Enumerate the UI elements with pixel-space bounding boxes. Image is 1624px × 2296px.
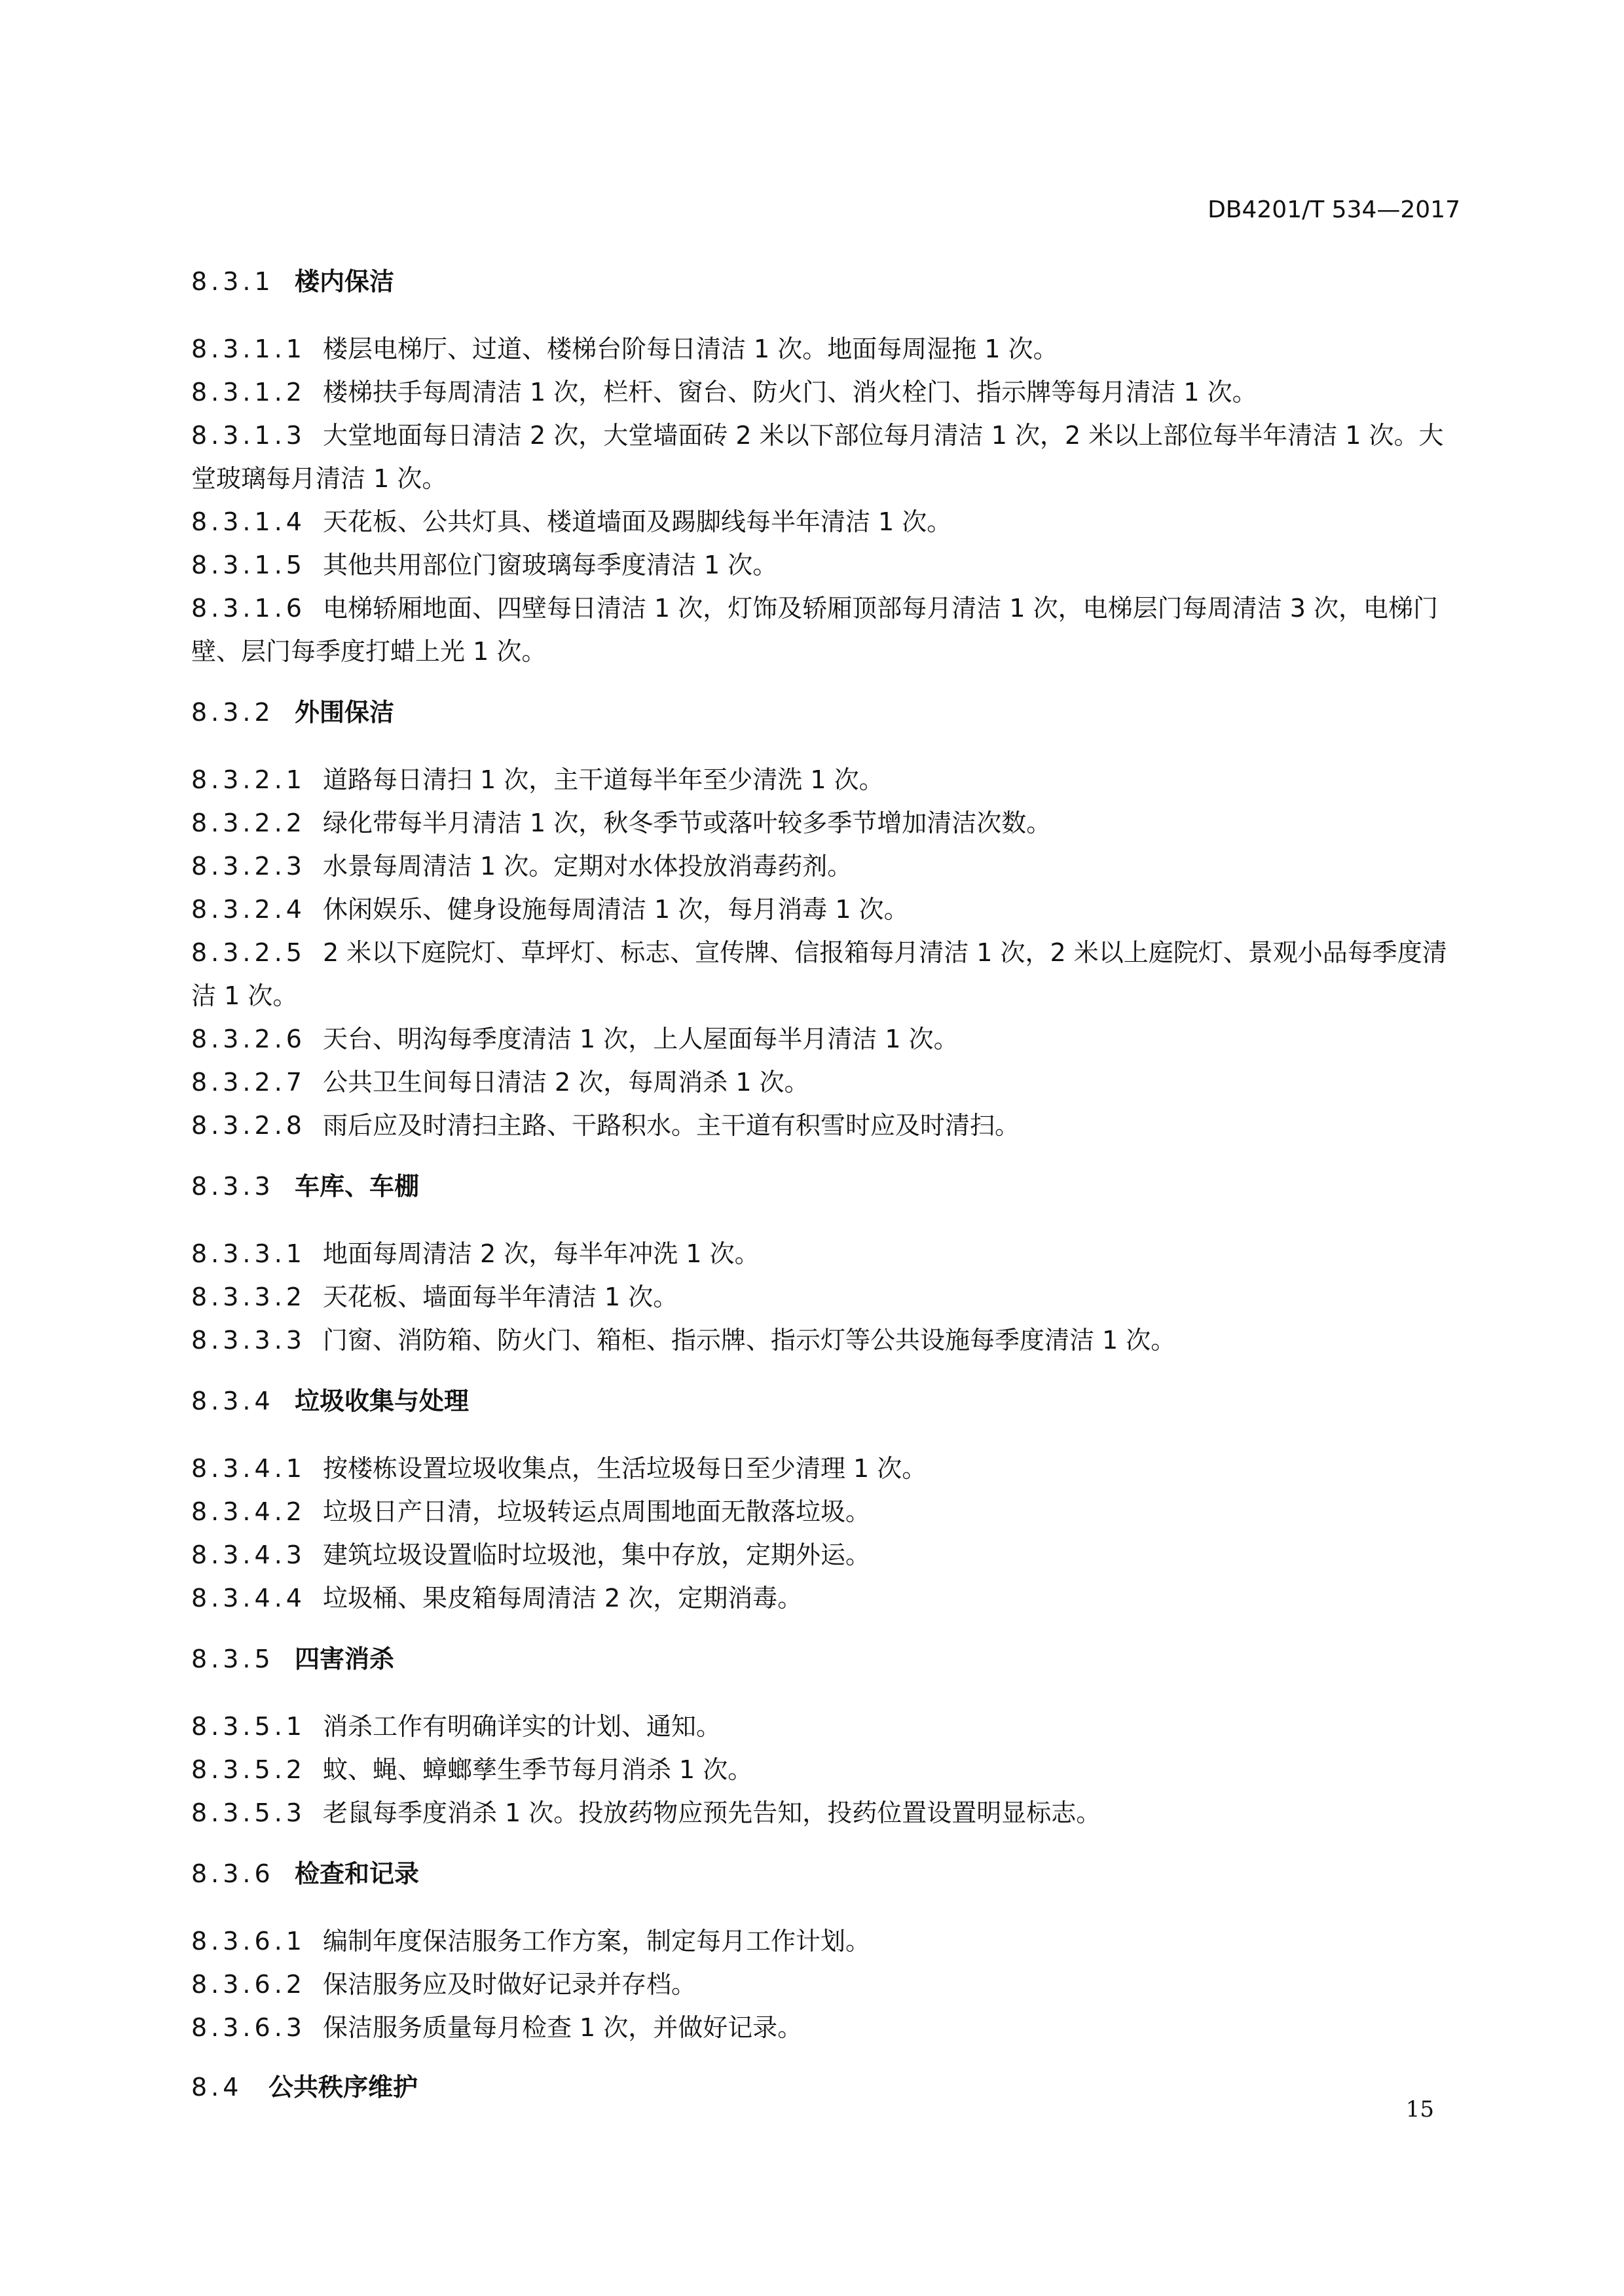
subclause-number: 8.3.4.3 [191,1540,306,1569]
subclause [191,414,1462,500]
subclause-text: 水景每周清洁 1 次。定期对水体投放消毒药剂。 [322,852,853,881]
subclause-number: 8.3.5.1 [191,1712,306,1741]
subclause [191,1017,1462,1061]
subclause [191,1920,1462,1963]
subclause-number: 8.3.2.6 [191,1025,306,1053]
document-code: DB4201/T 534—2017 [1208,196,1460,223]
clause-number: 8.3.2 [191,698,274,727]
clause-title: 车库、车棚 [295,1172,420,1201]
clause-number: 8.4 [191,2073,243,2102]
subclause-text: 保洁服务应及时做好记录并存档。 [322,1970,696,1999]
subclause-number: 8.3.6.3 [191,2013,306,2042]
clause-title: 垃圾收集与处理 [295,1387,470,1415]
subclause-number: 8.3.3.1 [191,1239,306,1268]
clause-title: 公共秩序维护 [268,2073,418,2102]
clause-heading [191,1639,1462,1679]
subclause-number: 8.3.3.2 [191,1283,306,1311]
subclause-text: 其他共用部位门窗玻璃每季度清洁 1 次。 [322,551,778,579]
document-body [191,262,1462,2133]
subclause-number: 8.3.3.3 [191,1326,306,1355]
subclause-number: 8.3.6.2 [191,1970,306,1999]
subclause [191,327,1462,371]
subclause-number: 8.3.1.1 [191,335,306,363]
clause-number: 8.3.5 [191,1645,274,1673]
subclause [191,758,1462,801]
subclause-text: 保洁服务质量每月检查 1 次，并做好记录。 [322,2013,803,2042]
subclause [191,1061,1462,1104]
subclause-text: 雨后应及时清扫主路、干路积水。主干道有积雪时应及时清扫。 [322,1111,1020,1140]
subclause-number: 8.3.1.2 [191,378,306,407]
clause-number: 8.3.3 [191,1172,274,1201]
subclause-text: 天台、明沟每季度清洁 1 次，上人屋面每半月清洁 1 次。 [322,1025,959,1053]
clause-section [191,262,1462,673]
subclause-number: 8.3.2.7 [191,1068,306,1097]
subclause-text: 电梯轿厢地面、四壁每日清洁 1 次，灯饰及轿厢顶部每月清洁 1 次，电梯层门每周清洁 3 次，电梯门壁、层门每季度打蜡上光 1 次。 [191,594,1438,666]
subclause-number: 8.3.1.3 [191,421,306,450]
subclause-text: 楼梯扶手每周清洁 1 次，栏杆、窗台、防火门、消火栓门、指示牌等每月清洁 1 次。 [322,378,1257,407]
subclause-text: 天花板、墙面每半年清洁 1 次。 [322,1283,678,1311]
subclause [191,1791,1462,1834]
clause-section [191,1167,1462,1362]
subclause [191,1490,1462,1533]
subclause [191,1319,1462,1362]
subclause-number: 8.3.4.1 [191,1454,306,1483]
clause-section [191,1381,1462,1620]
clause-section [191,1854,1462,2049]
page-number: 15 [1405,2096,1434,2123]
subclause [191,1447,1462,1490]
subclause [191,888,1462,931]
subclause [191,1576,1462,1620]
subclause-text: 休闲娱乐、健身设施每周清洁 1 次，每月消毒 1 次。 [322,895,909,924]
subclause-number: 8.3.5.2 [191,1755,306,1784]
subclause [191,1705,1462,1748]
subclause [191,845,1462,888]
subclause-text: 地面每周清洁 2 次，每半年冲洗 1 次。 [322,1239,760,1268]
subclause [191,931,1462,1017]
clause-heading [191,262,1462,301]
subclause [191,2006,1462,2049]
clause-title: 四害消杀 [295,1645,395,1673]
clause-heading [191,693,1462,732]
clause-heading [191,2068,1462,2107]
subclause-number: 8.3.2.8 [191,1111,306,1140]
subclause-text: 编制年度保洁服务工作方案，制定每月工作计划。 [322,1927,870,1956]
subclause-text: 楼层电梯厅、过道、楼梯台阶每日清洁 1 次。地面每周湿拖 1 次。 [322,335,1058,363]
subclause [191,1104,1462,1147]
clause-heading [191,1167,1462,1206]
clause-section [191,693,1462,1147]
subclause-text: 天花板、公共灯具、楼道墙面及踢脚线每半年清洁 1 次。 [322,507,952,536]
subclause [191,371,1462,414]
subclause-number: 8.3.2.1 [191,765,306,794]
subclause-text: 老鼠每季度消杀 1 次。投放药物应预先告知，投药位置设置明显标志。 [322,1798,1101,1827]
subclause-text: 大堂地面每日清洁 2 次，大堂墙面砖 2 米以下部位每月清洁 1 次，2 米以上部位每半年清洁 1 次。大堂玻璃每月清洁 1 次。 [191,421,1444,493]
subclause-text: 道路每日清扫 1 次，主干道每半年至少清洗 1 次。 [322,765,884,794]
subclause [191,587,1462,673]
subclause [191,1533,1462,1576]
subclause-number: 8.3.1.5 [191,551,306,579]
subclause-text: 建筑垃圾设置临时垃圾池，集中存放，定期外运。 [322,1540,870,1569]
subclause-text: 按楼栋设置垃圾收集点，生活垃圾每日至少清理 1 次。 [322,1454,927,1483]
subclause-number: 8.3.1.6 [191,594,306,623]
subclause-text: 绿化带每半月清洁 1 次，秋冬季节或落叶较多季节增加清洁次数。 [322,809,1052,837]
subclause-number: 8.3.2.5 [191,938,306,967]
clause-title: 楼内保洁 [295,267,395,296]
clause-number: 8.3.4 [191,1387,274,1415]
subclause [191,801,1462,845]
subclause-text: 消杀工作有明确详实的计划、通知。 [322,1712,721,1741]
subclause-text: 2 米以下庭院灯、草坪灯、标志、宣传牌、信报箱每月清洁 1 次，2 米以上庭院灯、景观小品每季度清洁 1 次。 [191,938,1447,1010]
subclause [191,500,1462,543]
subclause [191,1748,1462,1791]
subclause [191,1963,1462,2006]
subclause-text: 公共卫生间每日清洁 2 次，每周消杀 1 次。 [322,1068,809,1097]
subclause-number: 8.3.5.3 [191,1798,306,1827]
subclause-number: 8.3.4.2 [191,1497,306,1526]
clause-section [191,1639,1462,1834]
clause-number: 8.3.1 [191,267,274,296]
clause-heading [191,1854,1462,1893]
subclause-number: 8.3.2.4 [191,895,306,924]
subclause-number: 8.3.6.1 [191,1927,306,1956]
clause-number: 8.3.6 [191,1859,274,1888]
clause-heading [191,1381,1462,1421]
subclause [191,543,1462,587]
subclause-text: 门窗、消防箱、防火门、箱柜、指示牌、指示灯等公共设施每季度清洁 1 次。 [322,1326,1176,1355]
clause-title: 外围保洁 [295,698,395,727]
subclause-number: 8.3.1.4 [191,507,306,536]
subclause [191,1275,1462,1319]
subclause-text: 蚊、蝇、蟑螂孳生季节每月消杀 1 次。 [322,1755,753,1784]
clause-title: 检查和记录 [295,1859,420,1888]
subclause-text: 垃圾桶、果皮箱每周清洁 2 次，定期消毒。 [322,1584,803,1613]
subclause-number: 8.3.2.2 [191,809,306,837]
subclause-number: 8.3.2.3 [191,852,306,881]
subclause-number: 8.3.4.4 [191,1584,306,1613]
subclause-text: 垃圾日产日清，垃圾转运点周围地面无散落垃圾。 [322,1497,870,1526]
subclause [191,1232,1462,1275]
